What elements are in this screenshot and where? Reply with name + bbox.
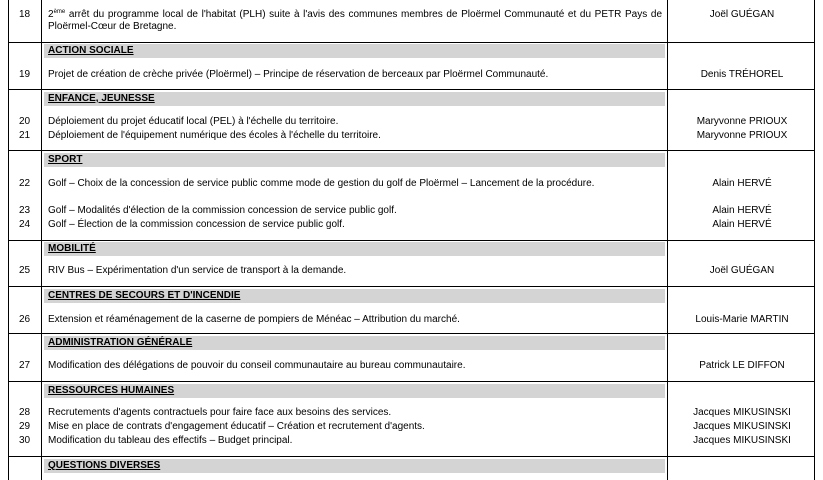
item-rapporteur: Louis-Marie MARTIN [695, 314, 789, 325]
row-divider [8, 286, 814, 287]
item-number: 20 [18, 116, 31, 127]
section-header-ressources-humaines: RESSOURCES HUMAINES [44, 384, 665, 398]
item-rapporteur: Joël GUÉGAN [709, 265, 775, 276]
row-divider [8, 381, 814, 382]
section-header-questions-diverses: QUESTIONS DIVERSES [44, 459, 665, 473]
item-rapporteur: Joël GUÉGAN [709, 9, 775, 20]
item-rapporteur: Alain HERVÉ [712, 219, 772, 230]
item-number: 23 [18, 205, 31, 216]
item-text: Extension et réaménagement de la caserne de pompiers de Ménéac – Attribution du marché. [48, 314, 460, 325]
item-text: Projet de création de crèche privée (Ploërmel) – Principe de réservation de berceaux par Ploërmel Communauté. [48, 69, 549, 80]
item-text: Golf – Élection de la commission concession de service public golf. [48, 219, 345, 230]
item-rapporteur: Maryvonne PRIOUX [696, 116, 788, 127]
item-number: 21 [18, 130, 31, 141]
item-text: Modification du tableau des effectifs – Budget principal. [48, 435, 293, 446]
item-rapporteur: Alain HERVÉ [712, 178, 772, 189]
row-divider [8, 89, 814, 90]
item-text: Recrutements d'agents contractuels pour faire face aux besoins des services. [48, 407, 392, 418]
item-number: 18 [18, 9, 31, 20]
item-text: Déploiement de l'équipement numérique des écoles à l'échelle du territoire. [48, 130, 381, 141]
item-text: Golf – Modalités d'élection de la commission concession de service public golf. [48, 205, 397, 216]
table-border-right [814, 0, 815, 480]
item-rapporteur: Patrick LE DIFFON [699, 360, 785, 371]
item-text: 2ème arrêt du programme local de l'habitat (PLH) suite à l'avis des communes membres de Ploërmel Communauté et du PETR Pays de Ploërmel-Cœur de Bretagne. [48, 9, 662, 32]
item-rapporteur: Denis TRÉHOREL [700, 69, 784, 80]
item-number: 22 [18, 178, 31, 189]
row-divider [8, 150, 814, 151]
row-divider [8, 333, 814, 334]
item-number: 24 [18, 219, 31, 230]
item-rapporteur: Jacques MIKUSINSKI [693, 407, 791, 418]
row-divider [8, 456, 814, 457]
row-divider [8, 42, 814, 43]
item-rapporteur: Maryvonne PRIOUX [696, 130, 788, 141]
section-header-sport: SPORT [44, 153, 665, 167]
section-header-mobilite: MOBILITÉ [44, 242, 665, 256]
item-number: 19 [18, 69, 31, 80]
item-number: 28 [18, 407, 31, 418]
section-header-enfance-jeunesse: ENFANCE, JEUNESSE [44, 92, 665, 106]
item-rapporteur: Alain HERVÉ [712, 205, 772, 216]
section-header-action-sociale: ACTION SOCIALE [44, 44, 665, 58]
section-header-centres-secours: CENTRES DE SECOURS ET D'INCENDIE [44, 289, 665, 303]
item-number: 26 [18, 314, 31, 325]
item-number: 30 [18, 435, 31, 446]
item-rapporteur: Jacques MIKUSINSKI [693, 421, 791, 432]
item-text: RIV Bus – Expérimentation d'un service de transport à la demande. [48, 265, 347, 276]
item-text: Golf – Choix de la concession de service public comme mode de gestion du golf de Ploërmel – Lancement de la procédure. [48, 178, 595, 189]
item-text: Déploiement du projet éducatif local (PEL) à l'échelle du territoire. [48, 116, 339, 127]
item-number: 25 [18, 265, 31, 276]
row-divider [8, 240, 814, 241]
item-rapporteur: Jacques MIKUSINSKI [693, 435, 791, 446]
item-text: Modification des délégations de pouvoir du conseil communautaire au bureau communautaire. [48, 360, 466, 371]
item-number: 27 [18, 360, 31, 371]
item-text: Mise en place de contrats d'engagement éducatif – Création et recrutement d'agents. [48, 421, 425, 432]
item-number: 29 [18, 421, 31, 432]
section-header-administration-generale: ADMINISTRATION GÉNÉRALE [44, 336, 665, 350]
